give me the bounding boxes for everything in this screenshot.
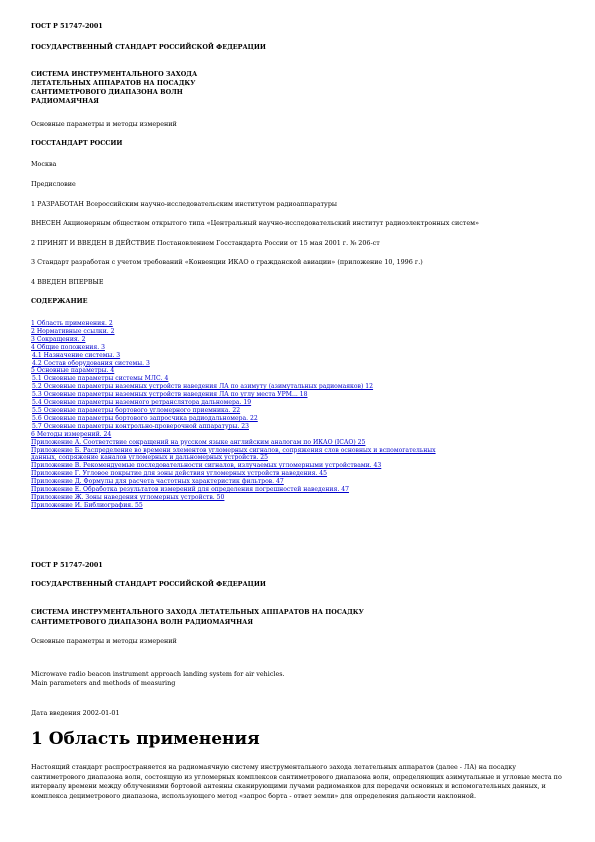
body-subtitle: Основные параметры и методы измерений <box>31 637 177 645</box>
english-title: Microwave radio beacon instrument approach landing system for air vehicles. <box>31 670 285 678</box>
toc-link[interactable]: 4 Общие положения. 3 <box>31 343 105 351</box>
toc-link[interactable]: 6 Методы измерений. 24 <box>31 430 112 438</box>
foreword-item-4: 4 ВВЕДЕН ВПЕРВЫЕ <box>31 278 104 286</box>
doc-code: ГОСТ Р 51747-2001 <box>31 22 103 30</box>
toc-link[interactable]: Приложение В. Рекомендуемые последовательности сигналов, излучаемых угломерными устройствами. 43 <box>31 462 382 470</box>
section-paragraph: Настоящий стандарт распространяется на радиомаячную систему инструментального захода летательных аппаратов (далее - ЛА) на посадку сантиметрового диапазона волн, состоящую из угломерных комплексов сантиметрового диапазона волн, определяющих азимутальные и угловые места по интервалу времени между облучениями бортовой антенны сканирующими лучами радиомаяков для передачи основных и вспомогательных данных, и комплекса дециметрового диапазона, использующего метод «запрос борта - ответ земли» для определения дальности наклонной. <box>31 763 562 800</box>
intro-date: Дата введения 2002-01-01 <box>31 709 120 717</box>
toc-link[interactable]: Приложение Е. Обработка результатов измерений для определения погрешностей наведения. 47 <box>31 486 349 494</box>
toc-link[interactable]: 1 Область применения. 2 <box>31 320 113 327</box>
foreword-heading: Предисловие <box>31 180 76 188</box>
toc-link[interactable]: 5.3 Основные параметры наземных устройств наведения ЛА по углу места УРМ... 18 <box>32 391 308 399</box>
foreword-item-3: 3 Стандарт разработан с учетом требований «Конвенции ИКАО о гражданской авиации» (приложение 10, 1996 г.) <box>31 258 423 266</box>
publisher: ГОССТАНДАРТ РОССИИ <box>31 139 123 147</box>
toc-link[interactable]: Приложение А. Соответствие сокращений на русском языке английским аналогам по ИКАО (ICAO) 25 <box>31 438 366 446</box>
subtitle: Основные параметры и методы измерений <box>31 120 177 128</box>
body-doc-code: ГОСТ Р 51747-2001 <box>31 561 103 569</box>
body-title-line-2: САНТИМЕТРОВОГО ДИАПАЗОНА ВОЛН РАДИОМАЯЧНАЯ <box>31 618 253 626</box>
toc-link[interactable]: 4.2 Состав оборудования системы. 3 <box>32 359 150 367</box>
toc-link[interactable]: 5.1 Основные параметры системы МЛС. 4 <box>32 375 169 383</box>
body-title-line-1: СИСТЕМА ИНСТРУМЕНТАЛЬНОГО ЗАХОДА ЛЕТАТЕЛЬНЫХ АППАРАТОВ НА ПОСАДКУ <box>31 608 364 616</box>
city: Москва <box>31 160 57 168</box>
section-heading: 1 Область применения <box>31 729 260 749</box>
toc-link[interactable]: 5.6 Основные параметры бортового запросчика радиодальномера. 22 <box>32 414 258 422</box>
body-standard-line: ГОСУДАРСТВЕННЫЙ СТАНДАРТ РОССИЙСКОЙ ФЕДЕРАЦИИ <box>31 580 266 588</box>
toc-link[interactable]: 2 Нормативные ссылки. 2 <box>31 327 115 335</box>
standard-line: ГОСУДАРСТВЕННЫЙ СТАНДАРТ РОССИЙСКОЙ ФЕДЕРАЦИИ <box>31 43 266 51</box>
toc-link[interactable]: 3 Сокращения. 2 <box>31 335 86 343</box>
toc-link[interactable]: 5 Основные параметры. 4 <box>31 367 115 375</box>
title-line-4: РАДИОМАЯЧНАЯ <box>31 97 99 105</box>
toc-link[interactable]: 5.5 Основные параметры бортового угломерного приемника. 22 <box>32 406 241 414</box>
toc-link[interactable]: Приложение Б. Распределение во времени элементов угломерных сигналов, сопряжения слов основных и вспомогательных данных, сопряжение каналов угломерных и дальномерных устройств. 25 <box>31 446 436 462</box>
title-line-3: САНТИМЕТРОВОГО ДИАПАЗОНА ВОЛН <box>31 88 183 96</box>
toc-link[interactable]: Приложение И. Библиография. 55 <box>31 501 143 509</box>
table-of-contents <box>31 320 461 510</box>
toc-link[interactable]: 5.2 Основные параметры наземных устройств наведения ЛА по азимуту (азимутальных радиомаяков) 12 <box>32 383 374 391</box>
title-line-2: ЛЕТАТЕЛЬНЫХ АППАРАТОВ НА ПОСАДКУ <box>31 79 196 87</box>
foreword-item-2: 2 ПРИНЯТ И ВВЕДЕН В ДЕЙСТВИЕ Постановлением Госстандарта России от 15 мая 2001 г. № 206-ст <box>31 239 380 247</box>
english-subtitle: Main parameters and methods of measuring <box>31 679 176 687</box>
foreword-item-1: 1 РАЗРАБОТАН Всероссийским научно-исследовательским институтом радиоаппаратуры <box>31 200 337 208</box>
toc-link[interactable]: Приложение Д. Формулы для расчета частотных характеристик фильтров. 47 <box>31 478 284 486</box>
toc-link[interactable]: 4.1 Назначение системы. 3 <box>32 351 121 359</box>
foreword-item-1b: ВНЕСЕН Акционерным обществом открытого типа «Центральный научно-исследовательский институт радиоэлектронных систем» <box>31 219 479 227</box>
title-line-1: СИСТЕМА ИНСТРУМЕНТАЛЬНОГО ЗАХОДА <box>31 70 198 78</box>
toc-link[interactable]: 5.4 Основные параметры наземного ретранслятора дальномера. 19 <box>32 399 252 407</box>
toc-link[interactable]: Приложение Г. Угловое покрытие для зоны действия угломерных устройств наведения. 45 <box>31 470 328 478</box>
toc-link[interactable]: Приложение Ж. Зоны наведения угломерных устройств. 50 <box>31 493 225 501</box>
toc-heading: СОДЕРЖАНИЕ <box>31 297 88 305</box>
toc-link[interactable]: 5.7 Основные параметры контрольно-проверочной аппаратуры. 23 <box>32 422 249 430</box>
